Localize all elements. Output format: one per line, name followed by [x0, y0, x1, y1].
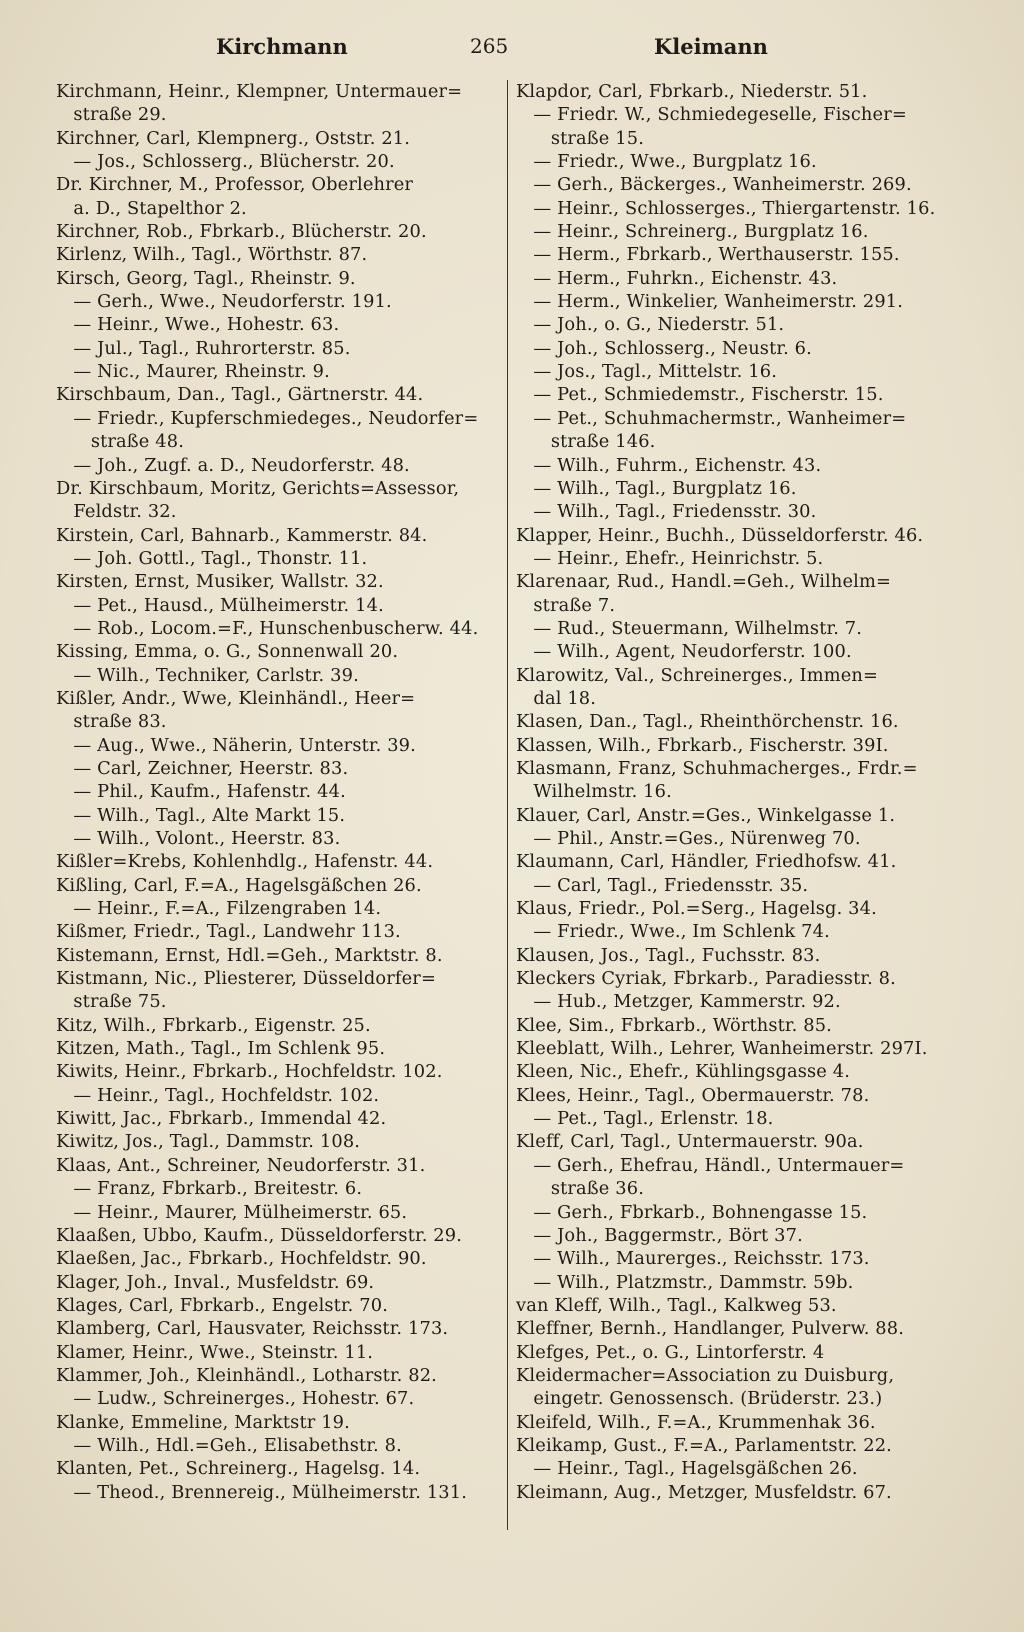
directory-entry-line: — Pet., Hausd., Mülheimerstr. 14. — [56, 594, 384, 616]
directory-entry-line: — Gerh., Wwe., Neudorferstr. 191. — [56, 291, 392, 313]
directory-entry-line: — Ludw., Schreinerges., Hohestr. 67. — [56, 1388, 415, 1410]
directory-entry-line: Kleimann, Aug., Metzger, Musfeldstr. 67. — [516, 1481, 892, 1503]
directory-entry-line: — Heinr., Tagl., Hochfeldstr. 102. — [56, 1084, 380, 1106]
directory-entry-line: straße 75. — [56, 991, 167, 1013]
directory-entry-line: Kistemann, Ernst, Hdl.=Geh., Marktstr. 8. — [56, 944, 443, 966]
directory-entry-line: Kiwitz, Jos., Tagl., Dammstr. 108. — [56, 1131, 361, 1153]
directory-entry-line: Klarowitz, Val., Schreinerges., Immen= — [516, 664, 879, 686]
directory-entry-line: — Friedr., Kupferschmiedeges., Neudorfer= — [56, 407, 479, 429]
directory-entry-line: Kißler=Krebs, Kohlenhdlg., Hafenstr. 44. — [56, 851, 434, 873]
directory-entry-line: Klamer, Heinr., Wwe., Steinstr. 11. — [56, 1341, 374, 1363]
directory-entry-line: — Friedr. W., Schmiedegeselle, Fischer= — [516, 104, 907, 126]
directory-entry-line: a. D., Stapelthor 2. — [56, 197, 247, 219]
directory-entry-line: Kirsten, Ernst, Musiker, Wallstr. 32. — [56, 571, 384, 593]
directory-entry-line: — Joh., Schlosserg., Neustr. 6. — [516, 337, 812, 359]
directory-entry-line: — Heinr., F.=A., Filzengraben 14. — [56, 898, 382, 920]
directory-entry-line: Klasen, Dan., Tagl., Rheinthörchenstr. 16. — [516, 711, 899, 733]
directory-entry-line: Klarenaar, Rud., Handl.=Geh., Wilhelm= — [516, 571, 892, 593]
directory-entry-line: Kirchner, Carl, Klempnerg., Oststr. 21. — [56, 127, 411, 149]
directory-entry-line: Kißler, Andr., Wwe, Kleinhändl., Heer= — [56, 687, 416, 709]
directory-entry-line: — Wilh., Tagl., Alte Markt 15. — [56, 804, 346, 826]
directory-entry-line: — Joh., Zugf. a. D., Neudorferstr. 48. — [56, 454, 410, 476]
directory-entry-line: — Heinr., Ehefr., Heinrichstr. 5. — [516, 547, 824, 569]
directory-entry-line: Kleifeld, Wilh., F.=A., Krummenhak 36. — [516, 1411, 876, 1433]
directory-entry-line: — Herm., Fbrkarb., Werthauserstr. 155. — [516, 244, 900, 266]
directory-entry-line: — Heinr., Maurer, Mülheimerstr. 65. — [56, 1201, 408, 1223]
directory-entry-line: Kleeblatt, Wilh., Lehrer, Wanheimerstr. 297I. — [516, 1038, 928, 1060]
directory-entry-line: Kistmann, Nic., Pliesterer, Düsseldorfer= — [56, 968, 437, 990]
directory-entry-line: — Jos., Tagl., Mittelstr. 16. — [516, 361, 778, 383]
directory-entry-line: Kiwitt, Jac., Fbrkarb., Immendal 42. — [56, 1108, 387, 1130]
directory-entry-line: Kißmer, Friedr., Tagl., Landwehr 113. — [56, 921, 401, 943]
directory-entry-line: Klaas, Ant., Schreiner, Neudorferstr. 31. — [56, 1154, 426, 1176]
directory-entry-line: Klanten, Pet., Schreinerg., Hagelsg. 14. — [56, 1458, 421, 1480]
directory-entry-line: — Wilh., Platzmstr., Dammstr. 59b. — [516, 1271, 854, 1293]
directory-entry-line: — Nic., Maurer, Rheinstr. 9. — [56, 361, 330, 383]
directory-entry-line: — Herm., Winkelier, Wanheimerstr. 291. — [516, 291, 904, 313]
directory-entry-line: Kirchner, Rob., Fbrkarb., Blücherstr. 20. — [56, 221, 427, 243]
directory-entry-line: — Heinr., Tagl., Hagelsgäßchen 26. — [516, 1458, 858, 1480]
directory-entry-line: — Hub., Metzger, Kammerstr. 92. — [516, 991, 841, 1013]
directory-entry-line: — Franz, Fbrkarb., Breitestr. 6. — [56, 1178, 363, 1200]
directory-entry-line: Kirchmann, Heinr., Klempner, Untermauer= — [56, 81, 463, 102]
directory-entry-line: Feldstr. 32. — [56, 501, 177, 523]
directory-entry-line: — Gerh., Ehefrau, Händl., Untermauer= — [516, 1154, 905, 1176]
directory-entry-line: straße 146. — [516, 431, 656, 453]
directory-entry-line: — Pet., Schmiedemstr., Fischerstr. 15. — [516, 384, 884, 406]
directory-entry-line: — Wilh., Tagl., Friedensstr. 30. — [516, 501, 817, 523]
directory-entry-line: Klausen, Jos., Tagl., Fuchsstr. 83. — [516, 944, 821, 966]
directory-entry-line: — Gerh., Bäckerges., Wanheimerstr. 269. — [516, 174, 912, 196]
page-number: 265 — [470, 34, 509, 58]
directory-entry-line: — Wilh., Techniker, Carlstr. 39. — [56, 664, 359, 686]
directory-entry-line: Kleidermacher=Association zu Duisburg, — [516, 1364, 895, 1386]
directory-entry-line: Klassen, Wilh., Fbrkarb., Fischerstr. 39I. — [516, 734, 889, 756]
directory-entry-line: Klager, Joh., Inval., Musfeldstr. 69. — [56, 1271, 375, 1293]
directory-entry-line: Kitz, Wilh., Fbrkarb., Eigenstr. 25. — [56, 1014, 371, 1036]
directory-entry-line: — Jos., Schlosserg., Blücherstr. 20. — [56, 151, 395, 173]
directory-entry-line: — Rud., Steuermann, Wilhelmstr. 7. — [516, 617, 863, 639]
directory-entry-line: — Wilh., Volont., Heerstr. 83. — [56, 828, 341, 849]
directory-entry-line: eingetr. Genossensch. (Brüderstr. 23.) — [516, 1388, 883, 1410]
directory-entry-line: Kiwits, Heinr., Fbrkarb., Hochfeldstr. 102. — [56, 1061, 443, 1083]
directory-entry-line: Klaeßen, Jac., Fbrkarb., Hochfeldstr. 90. — [56, 1248, 427, 1270]
header-left-keyword: Kirchmann — [216, 34, 348, 59]
directory-entry-line: — Theod., Brennereig., Mülheimerstr. 131. — [56, 1481, 468, 1503]
directory-entry-line: van Kleff, Wilh., Tagl., Kalkweg 53. — [516, 1294, 837, 1316]
directory-entry-line: Klaus, Friedr., Pol.=Serg., Hagelsg. 34. — [516, 898, 877, 920]
directory-entry-line: Kitzen, Math., Tagl., Im Schlenk 95. — [56, 1038, 386, 1060]
directory-entry-line: straße 7. — [516, 594, 616, 616]
directory-entry-line: Kirlenz, Wilh., Tagl., Wörthstr. 87. — [56, 244, 368, 266]
directory-entry-line: — Wilh., Hdl.=Geh., Elisabethstr. 8. — [56, 1434, 402, 1456]
directory-entry-line: Klapdor, Carl, Fbrkarb., Niederstr. 51. — [516, 81, 868, 102]
directory-entry-line: — Joh., o. G., Niederstr. 51. — [516, 314, 785, 336]
directory-entry-line: Klee, Sim., Fbrkarb., Wörthstr. 85. — [516, 1014, 832, 1036]
directory-entry-line: Wilhelmstr. 16. — [516, 781, 672, 803]
directory-entry-line: — Joh. Gottl., Tagl., Thonstr. 11. — [56, 547, 368, 569]
directory-entry-line: — Wilh., Tagl., Burgplatz 16. — [516, 477, 797, 499]
directory-entry-line: — Pet., Schuhmachermstr., Wanheimer= — [516, 407, 907, 429]
directory-entry-line: straße 83. — [56, 711, 167, 733]
directory-entry-line: Klages, Carl, Fbrkarb., Engelstr. 70. — [56, 1294, 389, 1316]
directory-entry-line: Kleckers Cyriak, Fbrkarb., Paradiesstr. 8. — [516, 968, 896, 990]
column-divider — [507, 80, 508, 1530]
directory-entry-line: Kissing, Emma, o. G., Sonnenwall 20. — [56, 641, 399, 663]
directory-entry-line: — Rob., Locom.=F., Hunschenbuscherw. 44. — [56, 617, 479, 639]
directory-entry-line: Kißling, Carl, F.=A., Hagelsgäßchen 26. — [56, 874, 422, 896]
directory-entry-line: Kirsch, Georg, Tagl., Rheinstr. 9. — [56, 267, 356, 289]
directory-entry-line: — Friedr., Wwe., Burgplatz 16. — [516, 151, 817, 173]
directory-entry-line: — Wilh., Agent, Neudorferstr. 100. — [516, 641, 852, 663]
directory-entry-line: — Phil., Anstr.=Ges., Nürenweg 70. — [516, 828, 861, 849]
directory-entry-line: straße 15. — [516, 127, 645, 149]
directory-entry-line: Klefges, Pet., o. G., Lintorferstr. 4 — [516, 1341, 825, 1363]
directory-entry-line: — Heinr., Schlosserges., Thiergartenstr. 16. — [516, 197, 936, 219]
directory-entry-line: — Heinr., Wwe., Hohestr. 63. — [56, 314, 340, 336]
directory-entry-line: — Heinr., Schreinerg., Burgplatz 16. — [516, 221, 869, 243]
directory-entry-line: — Carl, Tagl., Friedensstr. 35. — [516, 874, 809, 896]
directory-entry-line: — Wilh., Fuhrm., Eichenstr. 43. — [516, 454, 822, 476]
directory-entry-line: Kirschbaum, Dan., Tagl., Gärtnerstr. 44. — [56, 384, 424, 406]
directory-entry-line: — Phil., Kaufm., Hafenstr. 44. — [56, 781, 346, 803]
directory-entry-line: Klanke, Emmeline, Marktstr 19. — [56, 1411, 350, 1433]
directory-entry-line: Klaumann, Carl, Händler, Friedhofsw. 41. — [516, 851, 897, 873]
right-column — [516, 80, 960, 1504]
directory-entry-line: Klamberg, Carl, Hausvater, Reichsstr. 173. — [56, 1318, 449, 1340]
directory-entry-line: Klees, Heinr., Tagl., Obermauerstr. 78. — [516, 1084, 870, 1106]
directory-entry-line: — Pet., Tagl., Erlenstr. 18. — [516, 1108, 774, 1130]
page-header — [0, 34, 1024, 74]
directory-entry-line: — Aug., Wwe., Näherin, Unterstr. 39. — [56, 734, 416, 756]
directory-entry-line: Dr. Kirchner, M., Professor, Oberlehrer — [56, 174, 414, 196]
directory-entry-line: Kleffner, Bernh., Handlanger, Pulverw. 88. — [516, 1318, 905, 1340]
directory-entry-line: — Wilh., Maurerges., Reichsstr. 173. — [516, 1248, 870, 1270]
directory-entry-line: Kleen, Nic., Ehefr., Kühlingsgasse 4. — [516, 1061, 851, 1083]
directory-entry-line: Klammer, Joh., Kleinhändl., Lotharstr. 82. — [56, 1364, 437, 1386]
directory-entry-line: — Joh., Baggermstr., Bört 37. — [516, 1224, 803, 1246]
directory-entry-line: — Jul., Tagl., Ruhrorterstr. 85. — [56, 337, 351, 359]
directory-entry-line: Kleff, Carl, Tagl., Untermauerstr. 90a. — [516, 1131, 864, 1153]
directory-entry-line: — Friedr., Wwe., Im Schlenk 74. — [516, 921, 830, 943]
header-right-keyword: Kleimann — [654, 34, 768, 59]
directory-entry-line: Klauer, Carl, Anstr.=Ges., Winkelgasse 1. — [516, 804, 896, 826]
directory-entry-line: straße 48. — [56, 431, 185, 453]
directory-entry-line: straße 36. — [516, 1178, 645, 1200]
directory-entry-line: Klapper, Heinr., Buchh., Düsseldorferstr. 46. — [516, 524, 924, 546]
directory-entry-line: — Carl, Zeichner, Heerstr. 83. — [56, 757, 349, 779]
left-column — [56, 80, 500, 1504]
directory-entry-line: Klasmann, Franz, Schuhmacherges., Frdr.= — [516, 757, 918, 779]
directory-entry-line: — Gerh., Fbrkarb., Bohnengasse 15. — [516, 1201, 868, 1223]
directory-entry-line: dal 18. — [516, 687, 597, 709]
directory-entry-line: Kleikamp, Gust., F.=A., Parlamentstr. 22. — [516, 1434, 892, 1456]
directory-entry-line: Kirstein, Carl, Bahnarb., Kammerstr. 84. — [56, 524, 428, 546]
directory-entry-line: Dr. Kirschbaum, Moritz, Gerichts=Assessor, — [56, 477, 460, 499]
directory-entry-line: Klaaßen, Ubbo, Kaufm., Düsseldorferstr. 29. — [56, 1224, 463, 1246]
directory-entry-line: straße 29. — [56, 104, 167, 126]
directory-entry-line: — Herm., Fuhrkn., Eichenstr. 43. — [516, 267, 838, 289]
